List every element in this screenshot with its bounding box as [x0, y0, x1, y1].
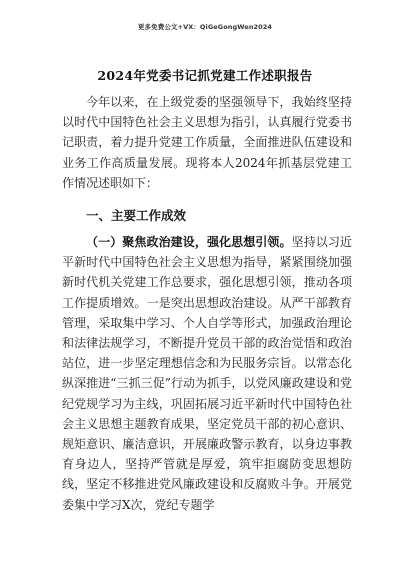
section-heading: 一、主要工作成效 [86, 208, 187, 223]
document-title: 2024年党委书记抓党建工作述职报告 [97, 68, 313, 83]
intro-paragraph: 今年以来，在上级党委的坚强领导下，我始终坚持以时代中国特色社会主义思想为指引，认真履行党委书记职责，着力提升党建工作质量，全面推进队伍建设和业务工作高质量发展。现将本人2024年抓基层党建工作情况述职如下： [62, 95, 352, 190]
section-paragraph [62, 232, 352, 515]
sub-heading: （一）聚焦政治建设，强化思想引领。 [86, 235, 292, 249]
header-note: 更多免费公文+VX：QiGeGongWen2024 [137, 23, 273, 31]
sub-body-text: 坚持以习近平新时代中国特色社会主义思想为指导，紧紧围绕加强新时代机关党建工作总要求，强化思想引领，推动各项工作提质增效。一是突出思想政治建设。从严干部教育管理，采取集中学习、个人自学等形式，加强政治理论和法律法规学习，不断提升党员干部的政治觉悟和政治站位，进一步坚定理想信念和为民服务宗旨。以常态化纵深推进“三抓三促”行动为抓手，以党风廉政建设和党纪党规学习为主线，巩固拓展习近平新时代中国特色社会主义思想主题教育成果，坚定党员干部的初心意识、规矩意识、廉洁意识，开展廉政警示教育，以身边事教育身边人，坚持严管就是厚爱，筑牢拒腐防变思想防线，坚定不移推进党风廉政建设和反腐败斗争。开展党委集中学习X次，党纪专题学 [62, 235, 352, 512]
